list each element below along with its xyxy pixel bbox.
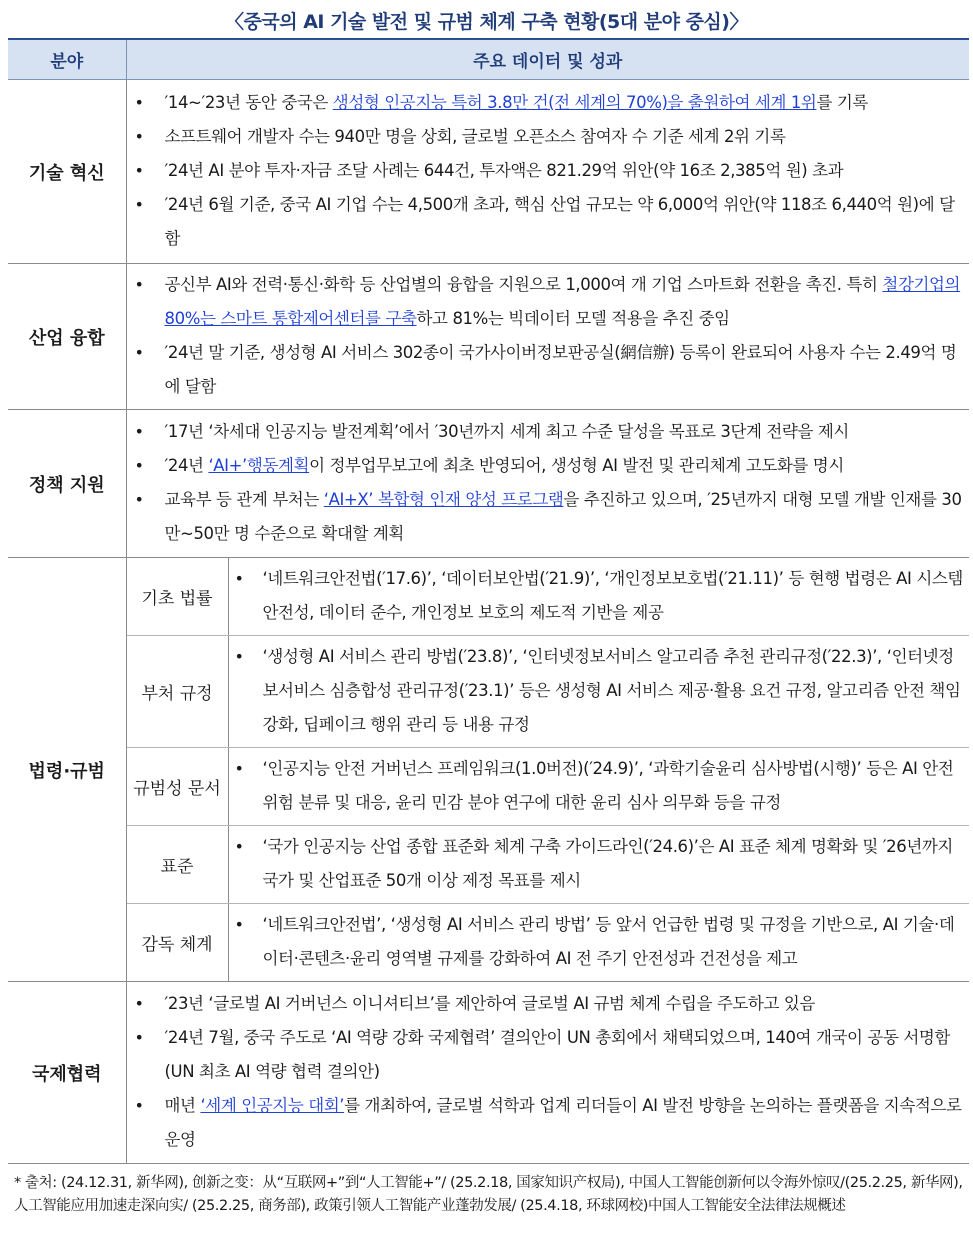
list-item: • 매년 ‘세계 인공지능 대회’를 개최하여, 글로벌 석학과 업계 리더들이 AI 발전 방향을 논의하는 플랫폼을 지속적으로 운영 [127, 1089, 970, 1157]
tech-content [126, 80, 969, 264]
subcategory-basic-law: 기초 법률 [126, 558, 228, 636]
supervision-content [228, 904, 969, 982]
ministry-rules-content [228, 636, 969, 748]
list-item: • 공신부 AI와 전력·통신·화학 등 산업별의 융합을 지원으로 1,000여 개 기업 스마트화 전환을 촉진. 특히 철강기업의 80%는 스마트 통합제어센터를 구축하고 81%는 빅데이터 모델 적용을 추진 중임 [127, 268, 970, 336]
category-tech: 기술 혁신 [8, 80, 126, 264]
subcategory-ministry-rules: 부처 규정 [126, 636, 228, 748]
list-item: • ‘네트워크안전법(′17.6)’, ‘데이터보안법(′21.9)’, ‘개인정보보호법(′21.11)’ 등 현행 법령은 AI 시스템 안전성, 데이터 준수, 개인정보 보호의 제도적 기반을 제공 [229, 562, 970, 630]
header-category: 분야 [8, 39, 126, 80]
intl-content [126, 982, 969, 1164]
category-law: 법령·규범 [8, 558, 126, 982]
basic-law-content [228, 558, 969, 636]
header-content: 주요 데이터 및 성과 [126, 39, 969, 80]
list-item: • ‘생성형 AI 서비스 관리 방법(′23.8)’, ‘인터넷정보서비스 알고리즘 추천 관리규정(′22.3)’, ‘인터넷정보서비스 심층합성 관리규정(′23.1)’ 등은 생성형 AI 서비스 제공·활용 요건 규정, 알고리즘 안전 책임 강화, 딥페이크 행위 관리 등 내용 규정 [229, 640, 970, 742]
table-row [8, 264, 969, 410]
table-row [8, 904, 969, 982]
list-item: • ′24년 AI 분야 투자·자금 조달 사례는 644건, 투자액은 821.29억 위안(약 16조 2,385억 원) 초과 [127, 154, 970, 188]
category-industry: 산업 융합 [8, 264, 126, 410]
list-item: • ′24년 6월 기준, 중국 AI 기업 수는 4,500개 초과, 핵심 산업 규모는 약 6,000억 위안(약 118조 6,440억 원)에 달함 [127, 188, 970, 256]
highlight-text: ‘세계 인공지능 대회’ [200, 1096, 345, 1115]
highlight-text: ‘AI+X’ 복합형 인재 양성 프로그램 [323, 490, 564, 509]
subcategory-normative-docs: 규범성 문서 [126, 748, 228, 826]
subcategory-supervision: 감독 체계 [126, 904, 228, 982]
list-item: • 교육부 등 관계 부처는 ‘AI+X’ 복합형 인재 양성 프로그램을 추진하고 있으며, ′25년까지 대형 모델 개발 인재를 30만~50만 명 수준으로 확대할 계획 [127, 483, 970, 551]
table-row [8, 636, 969, 748]
table-row [8, 748, 969, 826]
list-item: • ′14~′23년 동안 중국은 생성형 인공지능 특허 3.8만 건(전 세계의 70%)을 출원하여 세계 1위를 기록 [127, 86, 970, 120]
normative-docs-content [228, 748, 969, 826]
list-item: • ′24년 7월, 중국 주도로 ‘AI 역량 강화 국제협력’ 결의안이 UN 총회에서 채택되었으며, 140여 개국이 공동 서명함(UN 최초 AI 역량 협력 결의안) [127, 1021, 970, 1089]
table-row [8, 558, 969, 636]
table-row [8, 410, 969, 558]
list-item: • ‘국가 인공지능 산업 종합 표준화 체계 구축 가이드라인(′24.6)’은 AI 표준 체계 명확화 및 ′26년까지 국가 및 산업표준 50개 이상 제정 목표를 제시 [229, 830, 970, 898]
policy-content [126, 410, 969, 558]
table-header-row [8, 39, 969, 80]
subcategory-standard: 표준 [126, 826, 228, 904]
status-table [8, 38, 969, 1164]
list-item: • ‘인공지능 안전 거버넌스 프레임워크(1.0버전)(′24.9)’, ‘과학기술윤리 심사방법(시행)’ 등은 AI 안전 위험 분류 및 대응, 윤리 민감 분야 연구에 대한 윤리 심사 의무화 등을 규정 [229, 752, 970, 820]
list-item: • ‘네트워크안전법’, ‘생성형 AI 서비스 관리 방법’ 등 앞서 언급한 법령 및 규정을 기반으로, AI 기술·데이터·콘텐츠·윤리 영역별 규제를 강화하여 AI 전 주기 안전성과 건전성을 제고 [229, 908, 970, 976]
source-note: * 출처: (24.12.31, 新华网), 创新之变：从“互联网+”到“人工智能+”/ (25.2.18, 国家知识产权局), 中国人工智能创新何以令海外惊叹/(25.2.25, 新华网), 人工智能应用加速走深向实/ (25.2.25, 商务部), 政策引领人工智能产业蓬勃发展/ (25.4.18, 环球网校)中国人工智能安全法律法规概述 [14, 1175, 963, 1214]
list-item: • ′24년 ‘AI+’행동계획이 정부업무보고에 최초 반영되어, 생성형 AI 발전 및 관리체계 고도화를 명시 [127, 449, 970, 483]
highlight-text: 철강기업의 80%는 스마트 통합제어센터를 구축 [164, 275, 961, 328]
list-item: • ′17년 ‘차세대 인공지능 발전계획’에서 ′30년까지 세계 최고 수준 달성을 목표로 3단계 전략을 제시 [127, 415, 970, 449]
table-row [8, 982, 969, 1164]
list-item: • 소프트웨어 개발자 수는 940만 명을 상회, 글로벌 오픈소스 참여자 수 기준 세계 2위 기록 [127, 120, 970, 154]
page-title: 〈중국의 AI 기술 발전 및 규범 체계 구축 현황(5대 분야 중심)〉 [225, 11, 748, 33]
highlight-text: 생성형 인공지능 특허 3.8만 건(전 세계의 70%)을 출원하여 세계 1위 [332, 93, 817, 112]
industry-content [126, 264, 969, 410]
category-intl: 국제협력 [8, 982, 126, 1164]
highlight-text: ‘AI+’행동계획 [208, 456, 310, 475]
category-policy: 정책 지원 [8, 410, 126, 558]
standard-content [228, 826, 969, 904]
list-item: • ′24년 말 기준, 생성형 AI 서비스 302종이 국가사이버정보판공실(網信辦) 등록이 완료되어 사용자 수는 2.49억 명에 달함 [127, 336, 970, 404]
table-row [8, 826, 969, 904]
table-row [8, 80, 969, 264]
list-item: • ′23년 ‘글로벌 AI 거버넌스 이니셔티브’를 제안하여 글로벌 AI 규범 체계 수립을 주도하고 있음 [127, 987, 970, 1021]
